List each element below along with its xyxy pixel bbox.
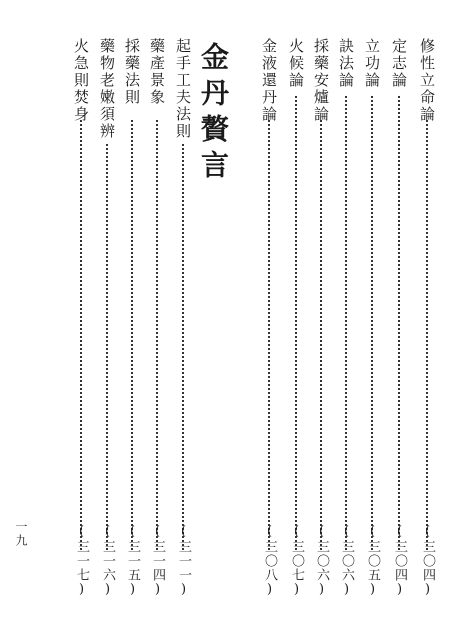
- toc-entry-page: (三〇六): [314, 524, 329, 598]
- toc-entry-page: (三〇八): [262, 524, 277, 598]
- dot-leader: [131, 120, 133, 550]
- toc-entry-title: 火候論: [287, 38, 305, 89]
- toc-entry-page: (三〇六): [339, 524, 354, 598]
- dot-leader: [156, 120, 158, 550]
- toc-entry-title: 藥產景象: [148, 38, 166, 106]
- dot-leader: [345, 96, 347, 550]
- toc-entry-page: (三〇四): [392, 524, 407, 598]
- toc-entry-page: (三一六): [100, 524, 115, 598]
- toc-entry: [258, 38, 280, 598]
- dot-leader: [320, 120, 322, 550]
- page-number: 一九: [14, 520, 28, 548]
- toc-entry-title: 火急則焚身: [72, 38, 90, 123]
- toc-entry-title: 修性立命論: [418, 38, 436, 123]
- toc-entry-page: (三一一): [176, 524, 191, 598]
- toc-entry-page: (三一七): [74, 524, 89, 598]
- toc-entry: [96, 38, 118, 598]
- toc-entry-title: 定志論: [390, 38, 408, 89]
- toc-entry: [335, 38, 357, 598]
- toc-entry: [361, 38, 383, 598]
- toc-entry-page: (三〇五): [365, 524, 380, 598]
- toc-entry: [285, 38, 307, 598]
- toc-entry-title: 金液還丹論: [260, 38, 278, 123]
- section-heading: 金丹贅言: [197, 42, 230, 186]
- toc-entry: [146, 38, 168, 598]
- toc-entry: [310, 38, 332, 598]
- toc-entry-page: (三一四): [150, 524, 165, 598]
- toc-entry-title: 起手工夫法則: [174, 38, 192, 140]
- dot-leader: [182, 144, 184, 550]
- toc-entry-title: 藥物老嫩須辨: [98, 38, 116, 140]
- toc-entry: [388, 38, 410, 598]
- toc-entry-title: 立功論: [363, 38, 381, 89]
- dot-leader: [106, 144, 108, 550]
- toc-entry-page: (三〇七): [289, 524, 304, 598]
- toc-entry: [121, 38, 143, 598]
- toc-entry-title: 採藥法則: [123, 38, 141, 106]
- dot-leader: [295, 96, 297, 550]
- toc-entry: [70, 38, 92, 598]
- toc-entry-title: 採藥安爐論: [312, 38, 330, 123]
- toc-entry-page: (三一五): [125, 524, 140, 598]
- toc-entry-page: (三〇四): [420, 524, 435, 598]
- dot-leader: [398, 96, 400, 550]
- dot-leader: [80, 120, 82, 550]
- dot-leader: [268, 120, 270, 550]
- toc-entry-title: 訣法論: [337, 38, 355, 89]
- dot-leader: [426, 120, 428, 550]
- toc-entry: [416, 38, 438, 598]
- dot-leader: [371, 96, 373, 550]
- toc-entry: [172, 38, 194, 598]
